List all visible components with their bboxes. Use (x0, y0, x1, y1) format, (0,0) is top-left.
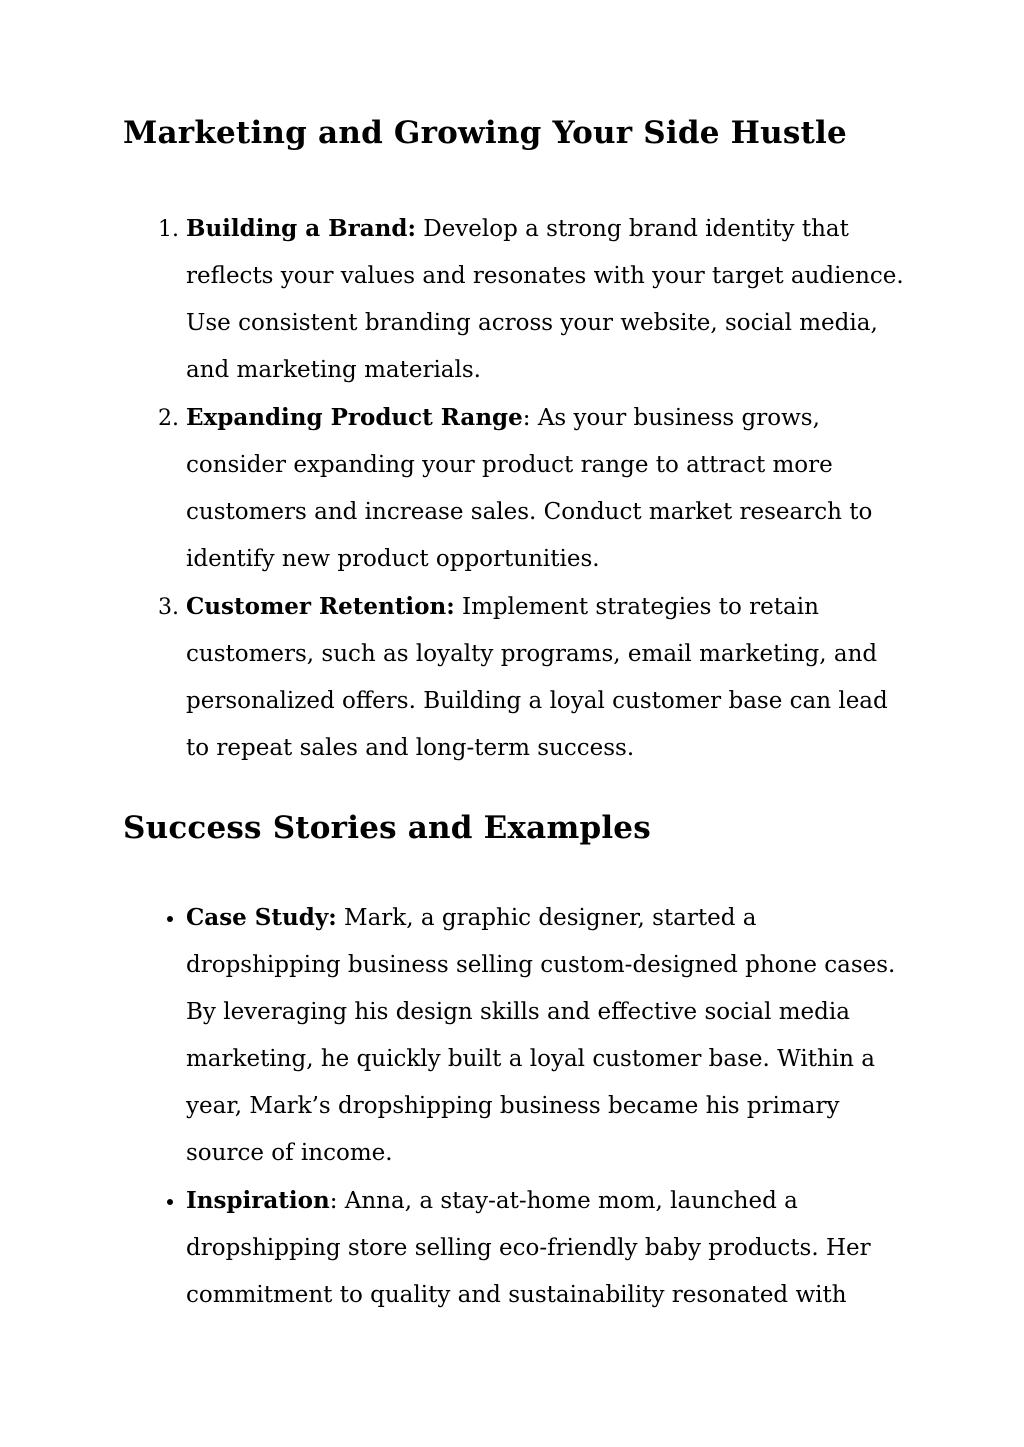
section-success-stories (123, 808, 904, 1319)
list-item-lead: Inspiration (186, 1187, 330, 1214)
list-item-expanding-product-range (186, 394, 904, 583)
list-item-lead: Building a Brand: (186, 215, 416, 242)
ordered-list (123, 205, 904, 772)
list-item-text: : As your business grows, consider expanding your product range to attract more customers and increase sales. Conduct market research to identify new product opportunities. (186, 405, 873, 572)
section-heading-success-stories: Success Stories and Examples (123, 810, 651, 846)
list-item-customer-retention (186, 583, 904, 772)
list-item-inspiration (186, 1177, 904, 1319)
list-item-lead: Customer Retention: (186, 593, 455, 620)
section-heading-marketing: Marketing and Growing Your Side Hustle (123, 115, 847, 151)
unordered-list (123, 894, 904, 1319)
list-item-lead: Expanding Product Range (186, 404, 523, 431)
list-item-text: Implement strategies to retain customers, such as loyalty programs, email marketing, and personalized offers. Building a loyal customer base can lead to repeat sales and long-term success. (186, 594, 888, 761)
list-item-text: Mark, a graphic designer, started a dropshipping business selling custom-designed phone cases. By leveraging his design skills and effective social media marketing, he quickly built a loyal customer base. Within a year, Mark’s dropshipping business became his primary source of income. (186, 905, 896, 1166)
list-item-text: Develop a strong brand identity that reflects your values and resonates with your target audience. Use consistent branding across your website, social media, and marketing materials. (186, 216, 904, 383)
section-marketing (123, 113, 904, 772)
list-item-case-study (186, 894, 904, 1177)
list-item-building-a-brand (186, 205, 904, 394)
list-item-text: : Anna, a stay-at-home mom, launched a dropshipping store selling eco-friendly baby products. Her commitment to quality and sustainability resonated with (186, 1188, 871, 1308)
list-item-lead: Case Study: (186, 904, 337, 931)
document-content (123, 113, 904, 1319)
